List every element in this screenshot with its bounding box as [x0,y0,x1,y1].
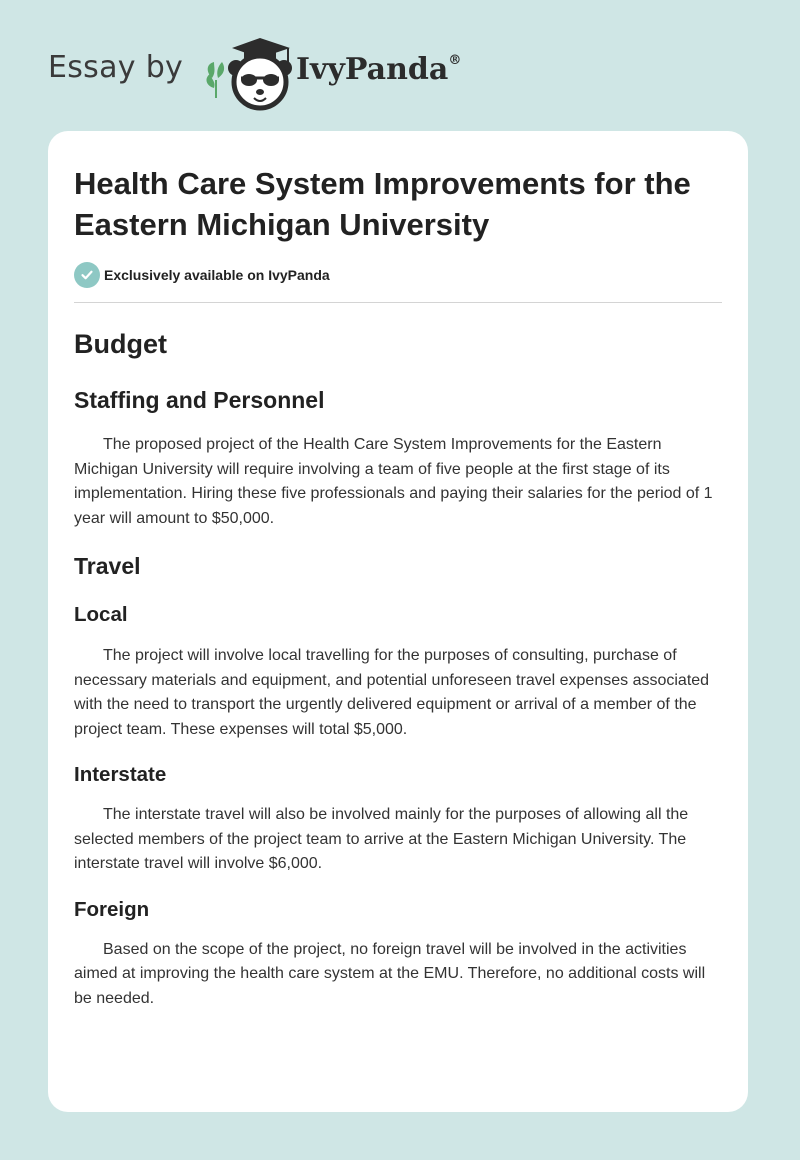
exclusive-text: Exclusively available on IvyPanda [104,267,330,283]
heading-interstate: Interstate [74,763,167,786]
ivypanda-logo-icon[interactable] [200,34,296,112]
essay-by-label: Essay by [48,50,184,85]
site-header [48,30,748,110]
paragraph-interstate: The interstate travel will also be involved mainly for the purposes of allowing all the selected members of the project team to arrive at the Eastern Michigan University. The interstate travel will involve $6,000. [74,806,689,872]
essay-card [48,131,748,1112]
essay-content [74,163,722,1011]
heading-foreign: Foreign [74,897,150,921]
divider [74,302,722,303]
brand-text: IvyPanda [296,52,449,87]
check-icon [74,262,100,288]
paragraph-foreign: Based on the scope of the project, no foreign travel will be involved in the activities aimed at improving the health care system at the EMU. Therefore, no additional costs will be needed. [74,940,706,1007]
heading-budget: Budget [74,329,167,359]
heading-local: Local [74,603,128,626]
heading-travel: Travel [74,553,141,579]
exclusive-badge [74,262,722,288]
brand-name[interactable] [296,52,461,87]
paragraph-staffing: The proposed project of the Health Care System Improvements for the Eastern Michigan University will require involving a team of five people at the first stage of its implementation. Hiring these five professionals and paying their salaries for the period of 1 year will amount to $50,000. [74,436,713,527]
registered-mark: ® [448,53,462,68]
heading-staffing: Staffing and Personnel [74,387,325,413]
paragraph-local: The project will involve local travelling for the purposes of consulting, purchase of necessary materials and equipment, and potential unforeseen travel expenses associated with the need to transport the urgently delivered equipment or arrival of a member of the project team. These expenses will total $5,000. [74,647,710,738]
page-title: Health Care System Improvements for the Eastern Michigan University [74,166,691,242]
